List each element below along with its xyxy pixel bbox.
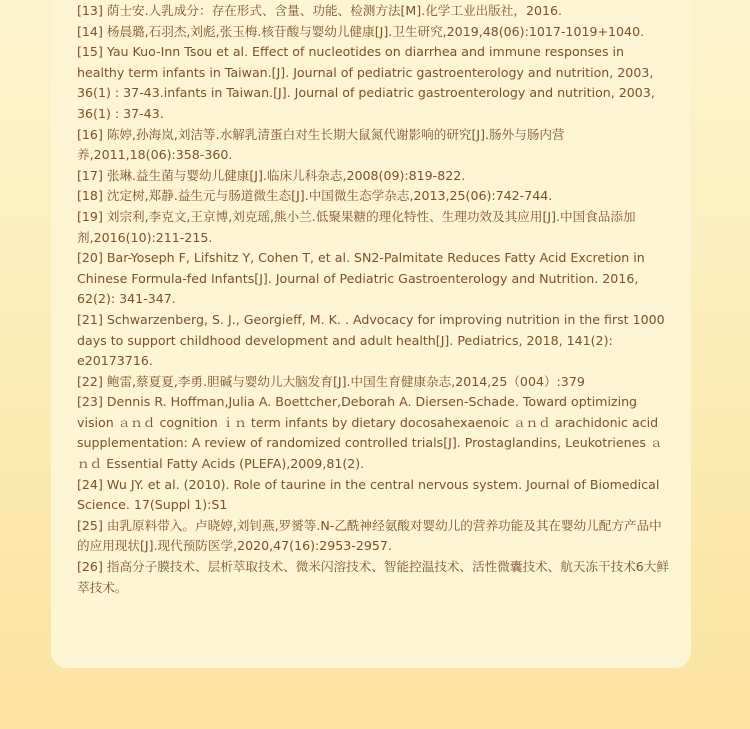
reference-item: [13] 荫士安.人乳成分：存在形式、含量、功能、检测方法[M].化学工业出版社，2016. — [77, 3, 563, 18]
reference-list — [77, 1, 673, 598]
reference-item: [25] 由乳原料带入。卢晓婷,刘钊燕,罗赟等.N-乙酰神经氨酸对婴幼儿的营养功能及其在婴幼儿配方产品中的应用现状[J].现代预防医学,2020,47(16):2953-2957. — [77, 517, 662, 554]
reference-item: [26] 指高分子膜技术、层析萃取技术、微米闪溶技术、智能控温技术、活性微囊技术、航天冻干技术6大鲜萃技术。 — [77, 559, 669, 595]
reference-item: [15] Yau Kuo-Inn Tsou et al. Effect of nucleotides on diarrhea and immune responses in healthy term infants in Taiwan.[J]. Journal of pediatric gastroenterology and nutrition, 2003, 36(1) : 37-43.infants in Taiwan.[J]. Journal of pediatric gastroenterology and nutrition, 2003, 36(1) : 37-43. — [77, 44, 655, 121]
reference-item: [14] 杨晨璐,石羽杰,刘彪,张玉梅.核苷酸与婴幼儿健康[J].卫生研究,2019,48(06):1017-1019+1040. — [77, 23, 645, 39]
reference-item: [16] 陈婷,孙海岚,刘洁等.水解乳清蛋白对生长期大鼠氮代谢影响的研究[J].肠外与肠内营养,2011,18(06):358-360. — [77, 126, 565, 163]
reference-item: [22] 鲍雷,蔡夏夏,李勇.胆碱与婴幼儿大脑发育[J].中国生育健康杂志,2014,25（004）:379 — [77, 373, 585, 389]
references-card — [51, 0, 691, 668]
reference-item: [20] Bar-Yoseph F, Lifshitz Y, Cohen T, et al. SN2-Palmitate Reduces Fatty Acid Excretion in Chinese Formula-fed Infants[J]. Journal of Pediatric Gastroenterology and Nutrition. 2016, 62(2): 341-347. — [77, 250, 645, 307]
reference-item: [21] Schwarzenberg, S. J., Georgieff, M. K. . Advocacy for improving nutrition in the first 1000 days to support childhood development and adult health[J]. Pediatrics, 2018, 141(2): e20173716. — [77, 311, 665, 369]
reference-item: [19] 刘宗利,李克文,王京博,刘克瑶,熊小兰.低聚果糖的理化特性、生理功效及其应用[J].中国食品添加剂,2016(10):211-215. — [77, 208, 636, 245]
reference-item: [18] 沈定树,郑静.益生元与肠道微生态[J].中国微生态学杂志,2013,25(06):742-744. — [77, 188, 553, 204]
reference-item: [23] Dennis R. Hoffman,Julia A. Boettcher,Deborah A. Diersen-Schade. Toward optimizing vision ａｎｄ cognition ｉｎ term infants by dietary docosahexaenoic ａｎｄ arachidonic acid supplementation: A review of randomized controlled trials[J]. Prostaglandins, Leukotrienes ａｎｄ Essential Fatty Acids (PLEFA),2009,81(2). — [77, 394, 663, 472]
reference-item: [17] 张琳.益生菌与婴幼儿健康[J].临床儿科杂志,2008(09):819-822. — [77, 167, 466, 183]
reference-item: [24] Wu JY. et al. (2010). Role of taurine in the central nervous system. Journal of Biomedical Science. 17(Suppl 1):S1 — [77, 476, 660, 513]
